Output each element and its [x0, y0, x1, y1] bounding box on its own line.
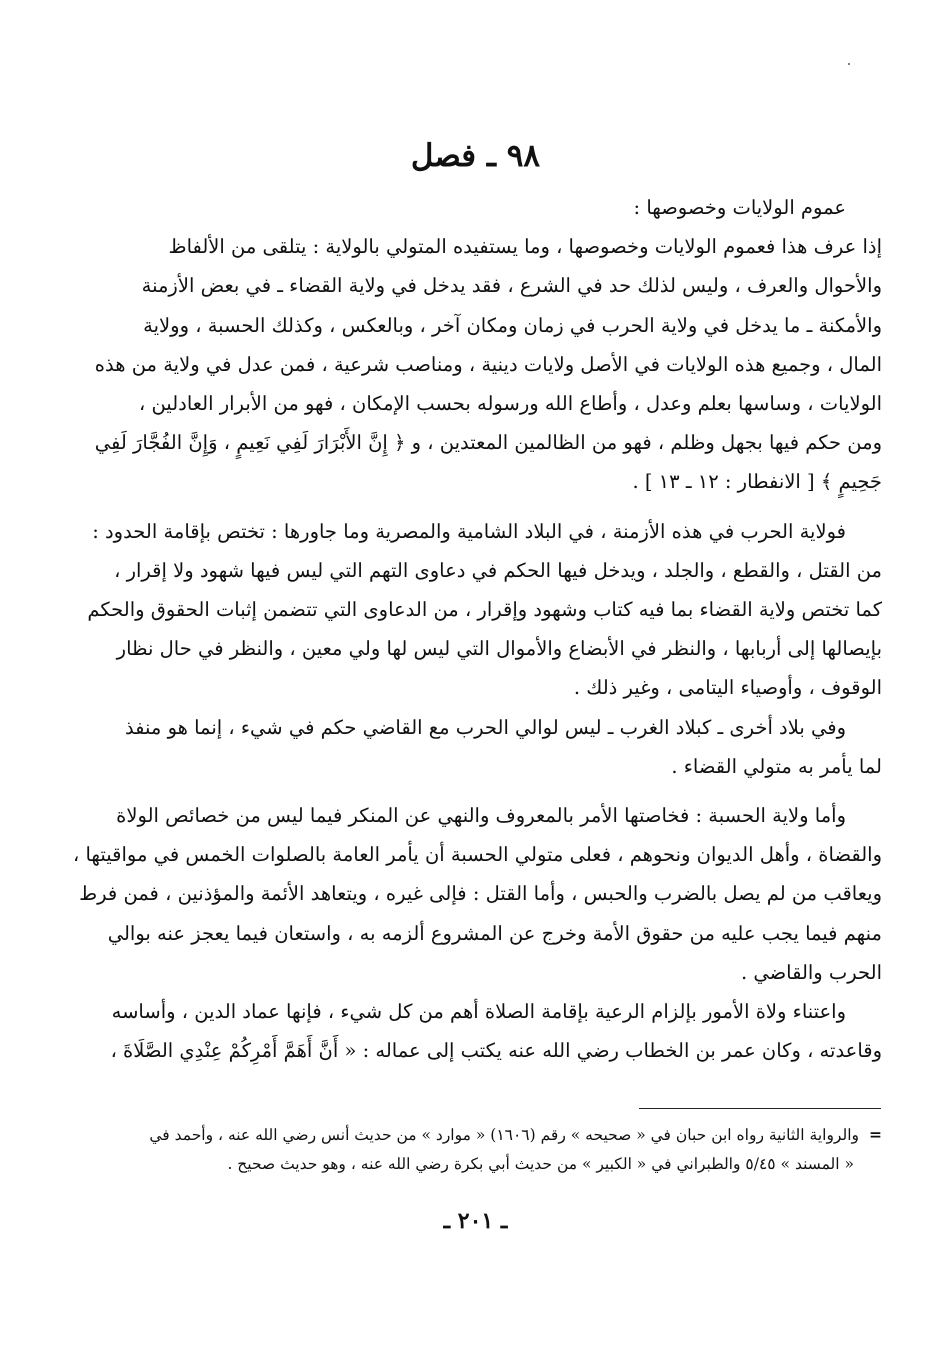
- text-line: الولايات ، وساسها بعلم وعدل ، وأطاع الله ورسوله بحسب الإمكان ، فهو من الأبرار العادلين ،: [138, 392, 882, 416]
- text-line: واعتناء ولاة الأمور بإلزام الرعية بإقامة الصلاة أهم من كل شيء ، فإنها عماد الدين ، وأساسه: [111, 1000, 846, 1024]
- text-line: وأما ولاية الحسبة : فخاصتها الأمر بالمعروف والنهي عن المنكر فيما ليس من خصائص الولاة: [116, 804, 846, 828]
- text-line: لما يأمر به متولي القضاء .: [671, 754, 882, 778]
- paragraph: [72, 796, 882, 992]
- scan-speck: [848, 63, 850, 65]
- footnotes: [76, 1120, 882, 1179]
- paragraph: [72, 708, 882, 786]
- paragraph: [72, 227, 882, 501]
- paragraph: [72, 992, 882, 1070]
- section-heading: ٩٨ ـ فصل: [410, 138, 541, 174]
- text-line: والأحوال والعرف ، وليس لذلك حد في الشرع ، فقد يدخل في ولاية القضاء ـ في بعض الأزمنة: [141, 274, 882, 298]
- text-line: عموم الولايات وخصوصها :: [633, 196, 846, 219]
- text-line: ومن حكم فيها بجهل وظلم ، فهو من الظالمين المعتدين ، و ﴿ إِنَّ الأَبْرَارَ لَفِي نَعِيمٍ ، وَإِنَّ الفُجَّارَ لَفِي: [94, 431, 882, 455]
- text-line: والقضاة ، وأهل الديوان ونحوهم ، فعلى متولي الحسبة أن يأمر العامة بالصلوات الخمس في مواقيتها ،: [72, 843, 882, 867]
- text-line: بإيصالها إلى أربابها ، والنظر في الأبضاع والأموال التي ليس لها ولي معين ، والنظر في حال نظار: [116, 637, 882, 661]
- text-line: المال ، وجميع هذه الولايات في الأصل ولايات دينية ، ومناصب شرعية ، فمن عدل في ولاية من هذه: [94, 352, 882, 376]
- footnote-text: والرواية الثانية رواه ابن حبان في « صحيحه » رقم (١٦٠٦) « موارد » من حديث أنس رضي الله عنه ، وأحمد في: [149, 1126, 859, 1144]
- footnote-line: « المسند » ٥/٤٥ والطبراني في « الكبير » من حديث أبي بكرة رضي الله عنه ، وهو حديث صحيح .: [227, 1155, 854, 1173]
- text-line: جَحِيمٍ ﴾ [ الانفطار : ١٢ ـ ١٣ ] .: [632, 470, 882, 494]
- text-line: كما تختص ولاية القضاء بما فيه كتاب وشهود وإقرار ، من الدعاوى التي تتضمن إثبات الحقوق والحكم: [87, 598, 882, 622]
- text-line: الحرب والقاضي .: [740, 960, 882, 984]
- page-number: ـ ٢٠١ ـ: [443, 1208, 508, 1234]
- footnote-separator: [639, 1108, 881, 1109]
- text-line: وفي بلاد أخرى ـ كبلاد الغرب ـ ليس لوالي الحرب مع القاضي حكم في شيء ، إنما هو منفذ: [124, 715, 846, 739]
- text-line: الوقوف ، وأوصياء اليتامى ، وغير ذلك .: [573, 676, 882, 700]
- text-line: فولاية الحرب في هذه الأزمنة ، في البلاد الشامية والمصرية وما جاورها : تختص بإقامة الحدود :: [92, 519, 846, 543]
- text-line: ويعاقب من لم يصل بالضرب والحبس ، وأما القتل : فإلى غيره ، ويتعاهد الأئمة والمؤذنين ، فمن فرط: [79, 882, 882, 906]
- subheading-paragraph: [72, 188, 882, 227]
- main-text: [72, 188, 882, 1070]
- footnote-line: [76, 1120, 882, 1150]
- text-line: إذا عرف هذا فعموم الولايات وخصوصها ، وما يستفيده المتولي بالولاية : يتلقى من الألفاظ: [168, 235, 882, 259]
- footnote-mark: =: [869, 1125, 882, 1144]
- text-line: من القتل ، والقطع ، والجلد ، ويدخل فيها الحكم في دعاوى التهم التي ليس فيها شهود ولا إقرار ،: [114, 558, 882, 582]
- text-line: وقاعدته ، وكان عمر بن الخطاب رضي الله عنه يكتب إلى عماله : « أَنَّ أَهَمَّ أَمْرِكُمْ عِنْدِي الصَّلَاةَ ،: [110, 1039, 882, 1063]
- text-line: منهم فيما يجب عليه من حقوق الأمة وخرج عن المشروع ألزمه به ، واستعان فيما يعجز عنه بوالي: [107, 921, 882, 945]
- paragraph: [72, 512, 882, 708]
- text-line: والأمكنة ـ ما يدخل في ولاية الحرب في زمان ومكان آخر ، وبالعكس ، وكذلك الحسبة ، وولاية: [143, 313, 882, 337]
